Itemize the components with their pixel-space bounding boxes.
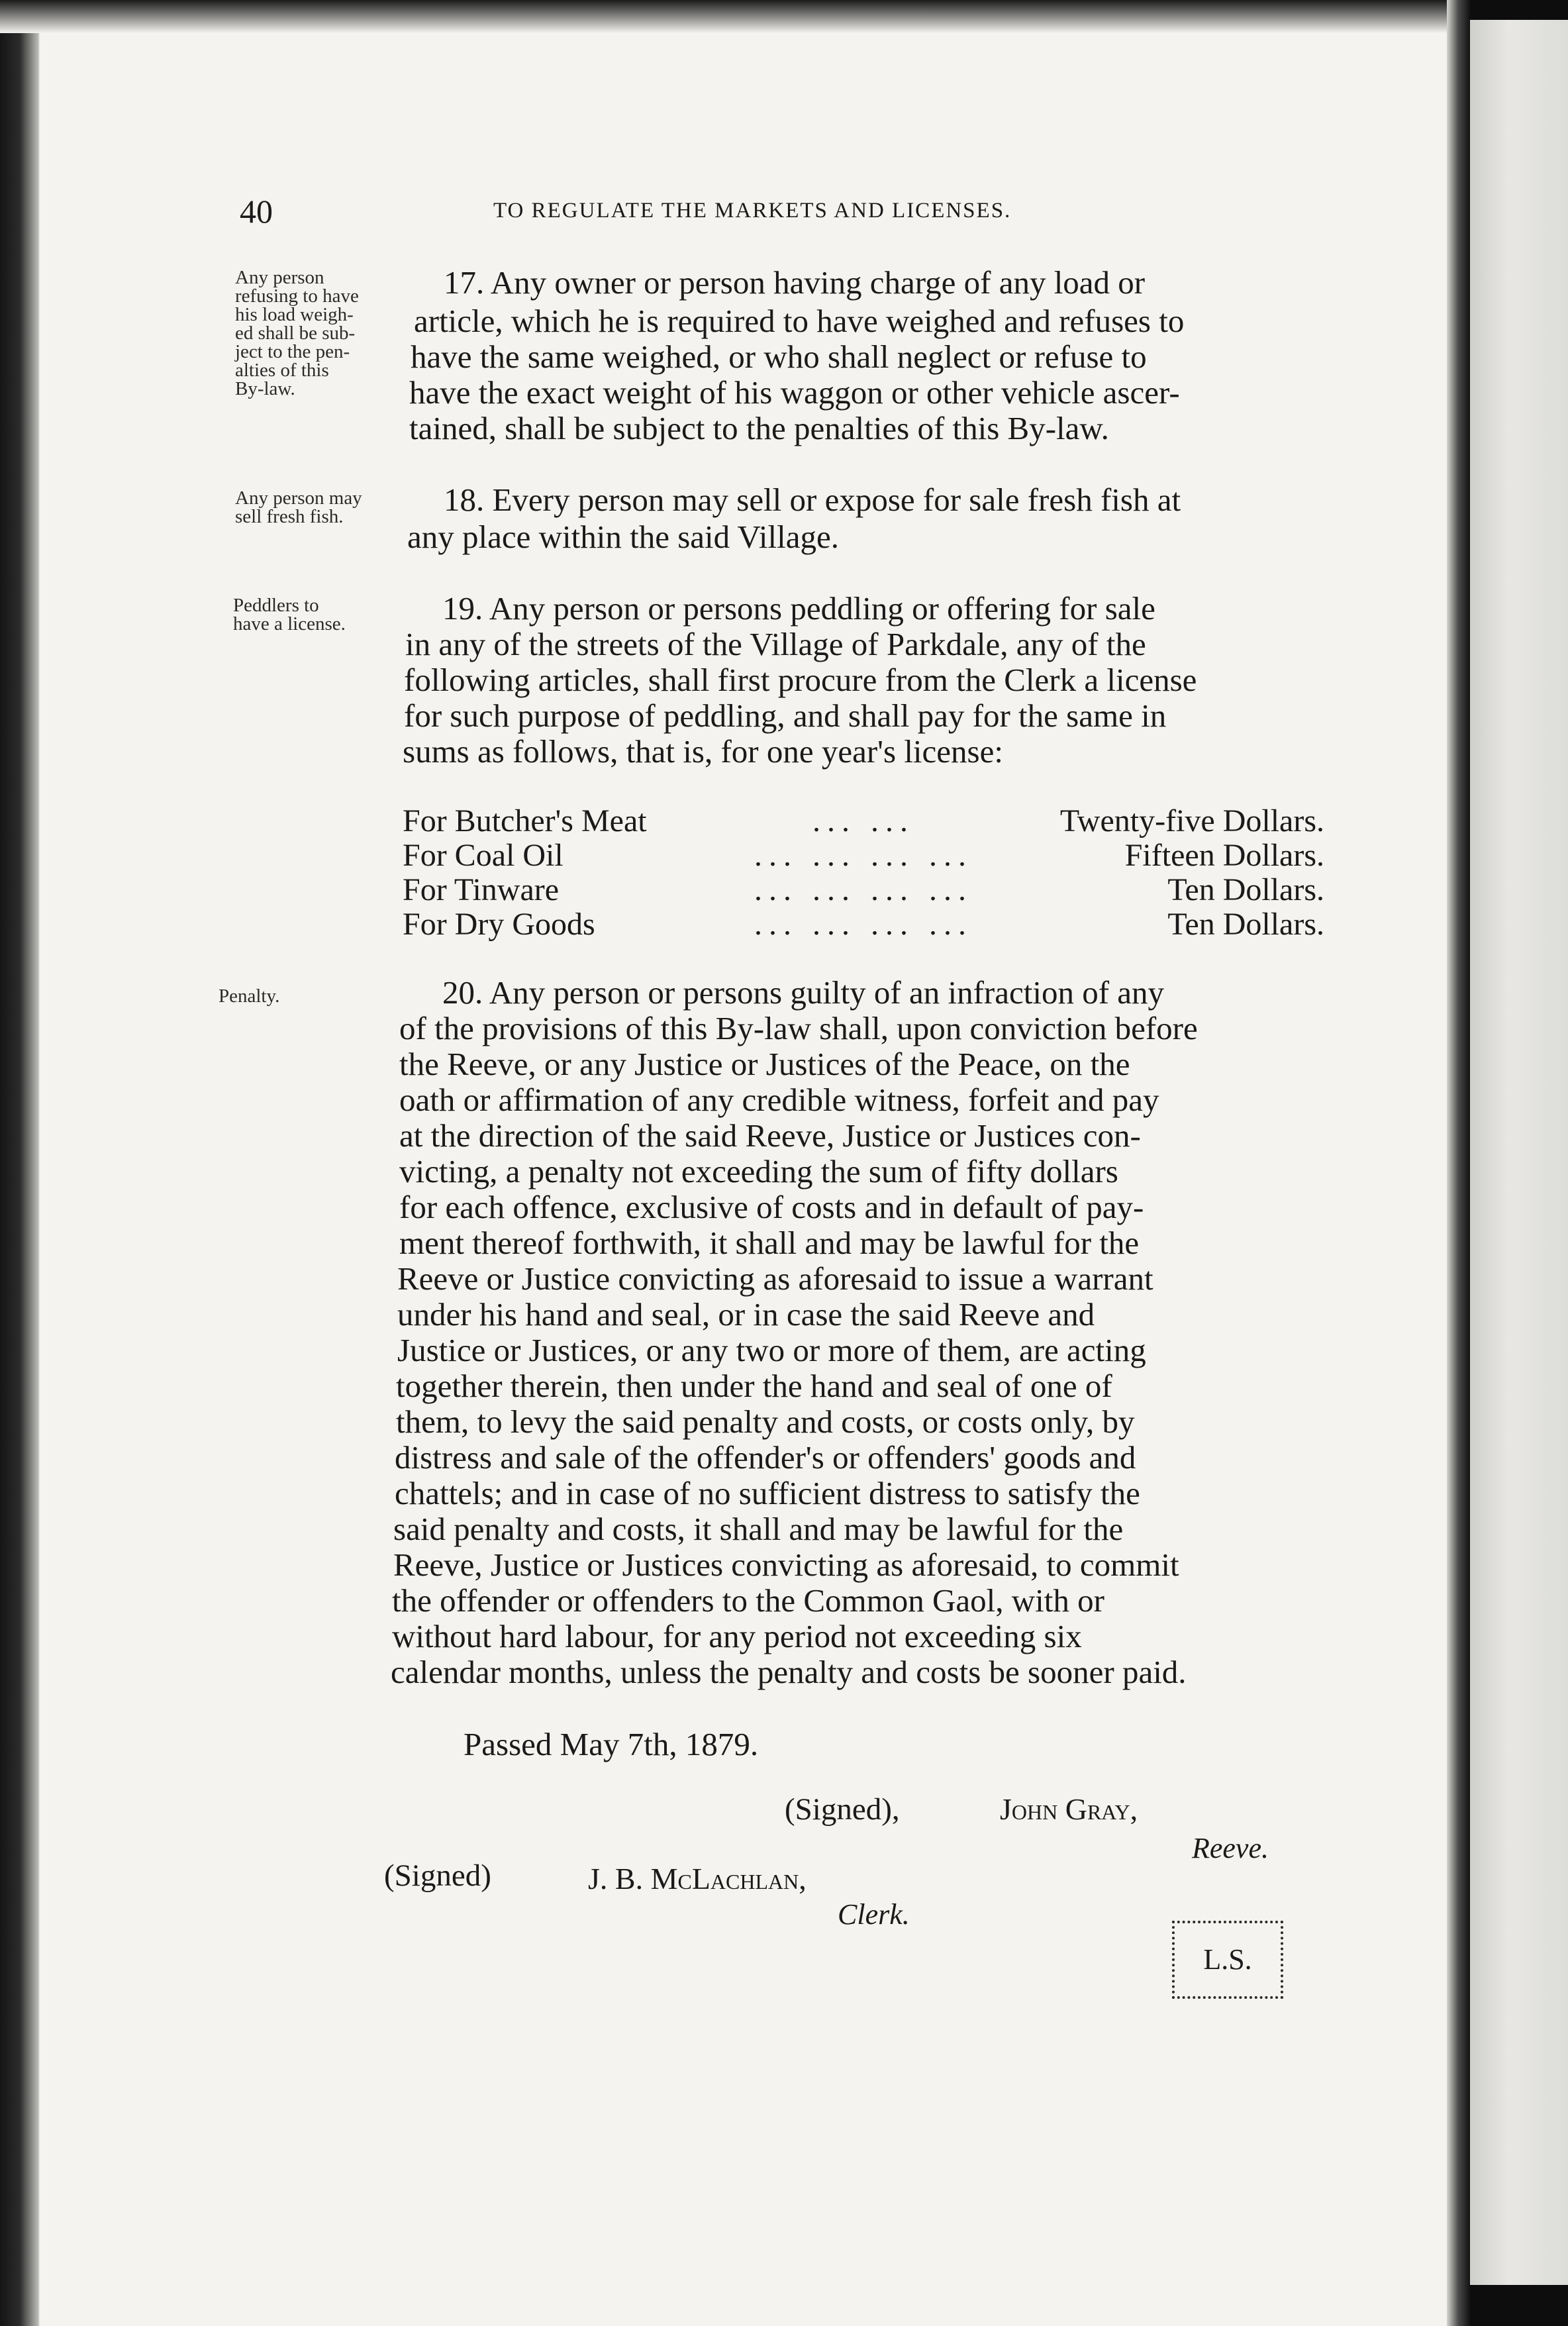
seal-box: L.S. <box>1172 1921 1283 1999</box>
page-gutter-shadow <box>0 0 40 2326</box>
side-note-17: Any person refusing to have his load weigh- ed shall be sub- ject to the pen- alties of this By-law. <box>235 267 359 399</box>
side-note-19: Peddlers to have a license. <box>233 595 346 634</box>
signed-label-clerk: (Signed) <box>384 1858 491 1893</box>
fee-row: For Butcher's Meat ... ... Twenty-five Dollars. <box>403 803 1324 838</box>
passed-date: Passed May 7th, 1879. <box>464 1726 759 1762</box>
page-top-shadow <box>0 0 1467 33</box>
signed-label-reeve: (Signed), <box>785 1792 900 1827</box>
page-number: 40 <box>240 193 273 230</box>
adjacent-page-edge <box>1470 20 1568 2285</box>
reeve-title: Reeve. <box>1192 1832 1269 1864</box>
book-spine-shadow <box>1447 0 1470 2326</box>
side-note-20: Penalty. <box>219 986 280 1007</box>
side-note-18: Any person may sell fresh fish. <box>235 487 362 527</box>
running-head: TO REGULATE THE MARKETS AND LICENSES. <box>493 199 1012 223</box>
clerk-name: J. B. McLachlan, <box>588 1862 807 1896</box>
clerk-title: Clerk. <box>838 1898 910 1931</box>
fee-row: For Dry Goods ... ... ... ... Ten Dollars. <box>403 907 1324 942</box>
reeve-name: John Gray, <box>1000 1792 1138 1826</box>
fee-row: For Coal Oil ... ... ... ... Fifteen Dollars. <box>403 838 1324 873</box>
book-page: 40 TO REGULATE THE MARKETS AND LICENSES. Any person refusing to have his load weigh- ed shall be sub- ject to the pen- alties of this By-law. 17. Any owner or person having charge of any load or article, which he is required to have weighed and refuses to have the same weighed, or who shall neglect or refuse to have the exact weight of his waggon or other vehicle ascer- tained, shall be subject to the penalties of this By-law. Any person may sell fresh fish. 18. Every person may sell or expose for sale fresh fish at any place within the said Village. Peddlers to have a license. 19. Any person or persons peddling or offering for sale in any of the streets of the Village of Parkdale, any of the following articles, shall first procure from the Clerk a license for such purpose of peddling, and shall pay for the same in sums as follows, that is, for one year's license: For Butcher's Meat ... ... Twenty-five Dollars. For Coal Oil ... ... ... ... Fifteen Dollars. For Tinware ... ... ... ... Ten Dollars. For Dry Goods ... ... ... ... Ten Dollars. Penalty. 20. Any person or persons guilty of an infraction of any of the provisions of this By-law shall, upon conviction before the Reeve, or any Justice or Justices of the Peace, on the oath or affirmation of any credible witness, forfeit and pay at the direction of the said Reeve, Justice or Justices con- victing, a penalty not exceeding the sum of fifty dollars for each offence, exclusive of costs and in default of pay- ment thereof forthwith, it shall and may be lawful for the Reeve or Justice convicting as aforesaid to issue a warrant under his hand and seal, or in case the said Reeve and Justice or Justices, or any two or more of them, are acting together therein, then under the hand and seal of one of them, to levy the said penalty and costs, or costs only, by distress and sale of the offender's or offenders' goods and chattels; and in case of no sufficient distress to satisfy the said penalty and costs, it shall and may be lawful for the Reeve, Justice or Justices convicting as aforesaid, to commit the offender or offenders to the Common Gaol, with or without hard labour, for any period not exceeding six calendar months, unless the penalty and costs be sooner paid. Passed May 7th, 1879. (Signed), John Gray, Reeve. (Signed) J. B. McLachlan, Clerk. L.S. <box>0 0 1467 2326</box>
fee-row: For Tinware ... ... ... ... Ten Dollars. <box>403 872 1324 907</box>
